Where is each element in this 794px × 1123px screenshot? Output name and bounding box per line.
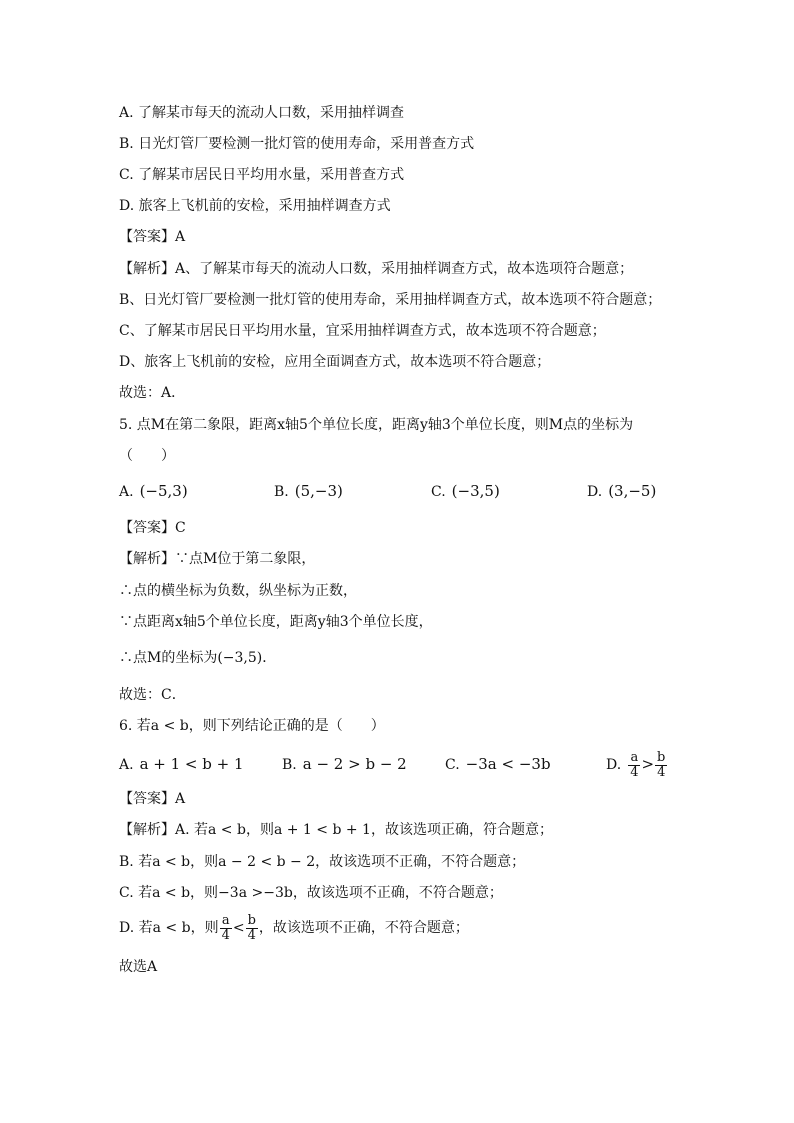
q4-conclusion: 故选：A． bbox=[119, 385, 186, 401]
q6-option-a-label: A. bbox=[119, 757, 134, 773]
q6-option-d-fraction-right: $\frac{b}{4}$ bbox=[657, 749, 666, 780]
q6-analysis-d-prefix: D. 若a < b，则 bbox=[119, 920, 219, 936]
q5-option-d-label: D. bbox=[587, 484, 603, 500]
q4-option-a: A. 了解某市每天的流动人口数，采用抽样调查 bbox=[119, 105, 405, 121]
q5-option-d bbox=[587, 480, 656, 503]
q4-analysis-b: B、日光灯管厂要检测一批灯管的使用寿命，采用抽样调查方式，故本选项不符合题意； bbox=[119, 292, 662, 308]
q6-analysis-d-suffix: ，故该选项不正确，不符合题意； bbox=[258, 920, 469, 936]
q6-analysis-c: C. 若a < b，则−3a >−3b，故该选项不正确，不符合题意； bbox=[119, 885, 503, 901]
q6-analysis-b: B. 若a < b，则a − 2 < b − 2，故该选项不正确，不符合题意； bbox=[119, 854, 526, 870]
q4-answer: 【答案】A bbox=[119, 229, 186, 245]
q5-conclusion: 故选：C． bbox=[119, 687, 186, 703]
q5-analysis-1: 【解析】∵点M位于第二象限， bbox=[119, 551, 316, 567]
q6-option-c-label: C. bbox=[445, 757, 460, 773]
q6-answer: 【答案】A bbox=[119, 791, 186, 807]
q5-option-b-label: B. bbox=[274, 484, 289, 500]
q5-option-a bbox=[119, 480, 188, 503]
q6-option-d-operator: > bbox=[641, 755, 655, 773]
q5-option-a-label: A. bbox=[119, 484, 134, 500]
q6-analysis-d bbox=[119, 912, 679, 944]
q4-analysis-c: C、了解某市居民日平均用水量，宜采用抽样调查方式，故本选项不符合题意； bbox=[119, 323, 606, 339]
q6-analysis-d-fraction-left: $\frac{a}{4}$ bbox=[221, 912, 230, 943]
q5-option-a-value: (−5,3) bbox=[139, 482, 188, 500]
q5-analysis-4: ∴点M的坐标为(−3,5)． bbox=[119, 650, 277, 666]
q5-option-b-value: (5,−3) bbox=[294, 482, 343, 500]
q6-option-b bbox=[282, 748, 407, 781]
q5-paren: （ ） bbox=[119, 448, 175, 464]
q4-option-d: D. 旅客上飞机前的安检，采用抽样调查方式 bbox=[119, 198, 391, 214]
q5-analysis-3: ∵点距离x轴5个单位长度，距离y轴3个单位长度， bbox=[119, 614, 433, 630]
q5-option-b bbox=[274, 480, 343, 503]
q6-option-d bbox=[606, 748, 668, 781]
q6-options bbox=[119, 748, 679, 780]
q6-conclusion: 故选A bbox=[119, 959, 158, 975]
q4-option-b: B. 日光灯管厂要检测一批灯管的使用寿命，采用普查方式 bbox=[119, 136, 475, 152]
q5-option-c bbox=[431, 480, 500, 503]
q6-option-a bbox=[119, 748, 244, 781]
q6-option-c-value: −3a < −3b bbox=[465, 755, 551, 773]
q6-option-a-value: a + 1 < b + 1 bbox=[139, 755, 244, 773]
q6-option-d-fraction-left: $\frac{a}{4}$ bbox=[630, 749, 639, 780]
q4-analysis-d: D、旅客上飞机前的安检，应用全面调查方式，故本选项不符合题意； bbox=[119, 354, 551, 370]
q5-analysis-2: ∴点的横坐标为负数，纵坐标为正数， bbox=[119, 583, 357, 599]
q6-option-d-label: D. bbox=[606, 757, 622, 773]
q5-options bbox=[119, 480, 679, 502]
q5-option-d-value: (3,−5) bbox=[608, 482, 657, 500]
q6-option-c bbox=[445, 748, 551, 781]
q6-analysis-d-fraction-right: $\frac{b}{4}$ bbox=[247, 912, 256, 943]
q4-analysis-a: 【解析】A、了解某市每天的流动人口数，采用抽样调查方式，故本选项符合题意； bbox=[119, 261, 634, 277]
q4-option-c: C. 了解某市居民日平均用水量，采用普查方式 bbox=[119, 167, 405, 183]
q5-option-c-value: (−3,5) bbox=[451, 482, 500, 500]
q6-option-b-value: a − 2 > b − 2 bbox=[302, 755, 407, 773]
q6-option-b-label: B. bbox=[282, 757, 297, 773]
q6-question: 6. 若a < b，则下列结论正确的是（ ） bbox=[119, 718, 385, 734]
q5-option-c-label: C. bbox=[431, 484, 446, 500]
q5-question: 5. 点M在第二象限，距离x轴5个单位长度，距离y轴3个单位长度，则M点的坐标为 bbox=[119, 417, 634, 433]
q6-analysis-d-operator: < bbox=[232, 920, 245, 936]
q6-analysis-a: 【解析】A. 若a < b，则a + 1 < b + 1，故该选项正确，符合题意； bbox=[119, 822, 553, 838]
q5-answer: 【答案】C bbox=[119, 520, 186, 536]
